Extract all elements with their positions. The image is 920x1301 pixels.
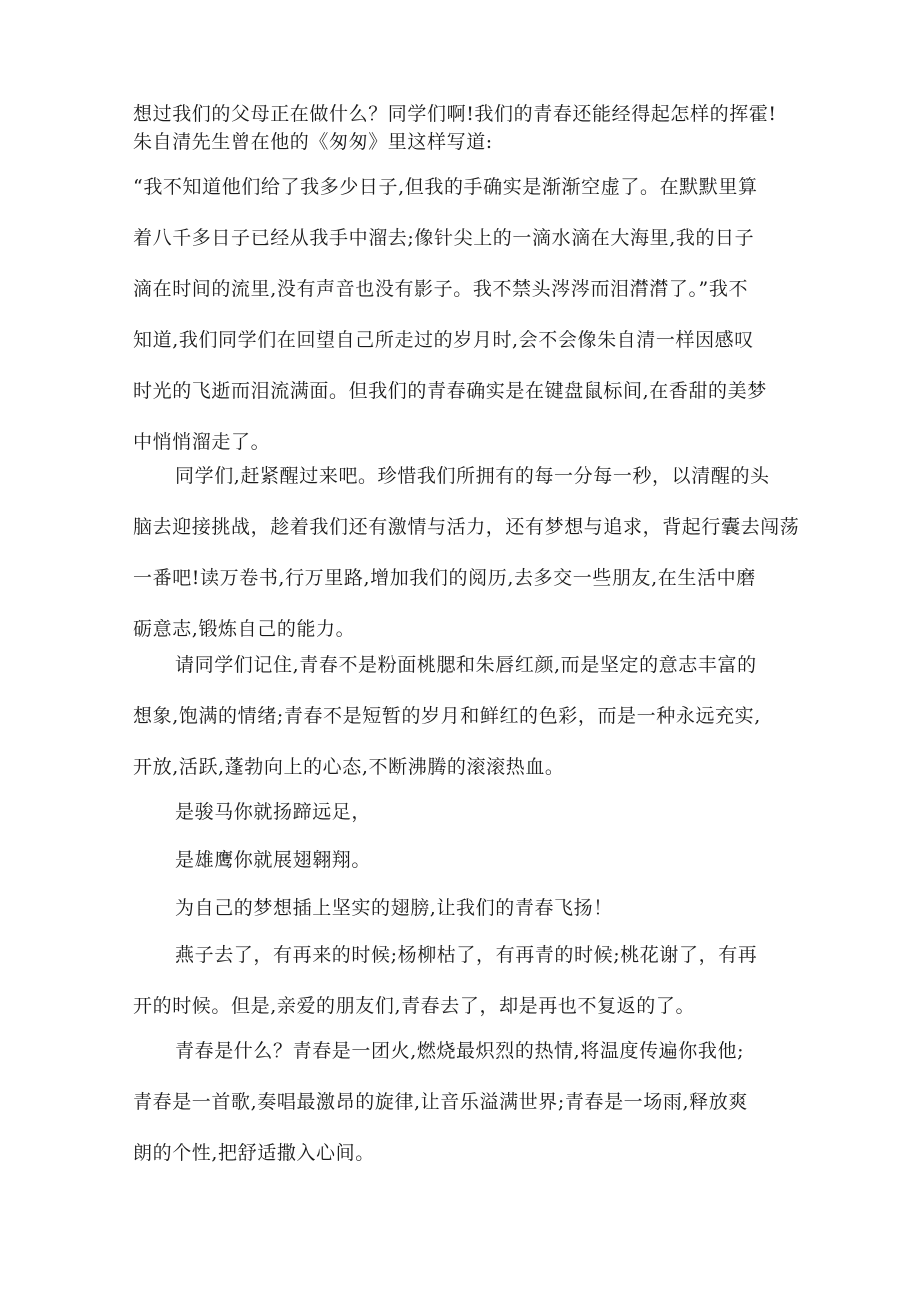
paragraph-line: 为自己的梦想插上坚实的翅膀,让我们的青春飞扬！ <box>175 897 613 919</box>
paragraph-7 <box>133 883 793 934</box>
paragraph-line: 砺意志,锻炼自己的能力。 <box>133 618 356 640</box>
paragraph-8 <box>133 930 793 1032</box>
paragraph-line: 中悄悄溜走了。 <box>133 431 271 453</box>
paragraph-line: 同学们,赶紧醒过来吧。珍惜我们所拥有的每一分每一秒，以清醒的头 <box>175 465 770 487</box>
paragraph-line: 是骏马你就扬蹄远足， <box>175 801 372 823</box>
paragraph-line: 滴在时间的流里,没有声音也没有影子。我不禁头涔涔而泪潸潸了。”我不 <box>133 278 749 300</box>
paragraph-line: 开的时候。但是,亲爱的朋友们,青春去了，却是再也不复返的了。 <box>133 995 696 1017</box>
paragraph-line: 青春是一首歌,奏唱最激昂的旋律,让音乐溢满世界;青春是一场雨,释放爽 <box>133 1091 748 1113</box>
paragraph-line: 时光的飞逝而泪流满面。但我们的青春确实是在键盘鼠标间,在香甜的美梦 <box>133 380 767 402</box>
paragraph-5 <box>133 787 793 838</box>
paragraph-line: 想象,饱满的情绪;青春不是短暂的岁月和鲜红的色彩，而是一种永远充实, <box>133 705 761 727</box>
paragraph-line: 朗的个性,把舒适撒入心间。 <box>133 1142 375 1164</box>
paragraph-line: 朱自清先生曾在他的《匆匆》里这样写道: <box>133 131 493 153</box>
paragraph-1 <box>133 100 793 156</box>
paragraph-line: 请同学们记住,青春不是粉面桃腮和朱唇红颜,而是坚定的意志丰富的 <box>175 654 757 676</box>
paragraph-line: 开放,活跃,蓬勃向上的心态,不断沸腾的滚滚热血。 <box>133 756 565 778</box>
paragraph-line: 想过我们的父母正在做什么？同学们啊!我们的青春还能经得起怎样的挥霍! <box>133 103 777 125</box>
paragraph-line: 青春是什么？青春是一团火,燃烧最炽烈的热情,将温度传遍你我他; <box>175 1040 745 1062</box>
paragraph-6 <box>133 835 793 886</box>
paragraph-9 <box>133 1026 793 1179</box>
paragraph-2 <box>133 162 793 468</box>
paragraph-line: 是雄鹰你就展翅翱翔。 <box>175 849 372 871</box>
paragraph-line: 知道,我们同学们在回望自己所走过的岁月时,会不会像朱自清一样因感叹 <box>133 329 754 351</box>
paragraph-4 <box>133 640 793 793</box>
paragraph-line: 一番吧!读万卷书,行万里路,增加我们的阅历,去多交一些朋友,在生活中磨 <box>133 567 756 589</box>
paragraph-line: 脑去迎接挑战，趁着我们还有激情与活力，还有梦想与追求，背起行囊去闯荡 <box>133 516 800 538</box>
paragraph-line: “我不知道他们给了我多少日子,但我的手确实是渐渐空虚了。在默默里算 <box>133 176 758 198</box>
paragraph-3 <box>133 451 800 655</box>
paragraph-line: 燕子去了，有再来的时候;杨柳枯了，有再青的时候;桃花谢了，有再 <box>175 944 758 966</box>
paragraph-line: 着八千多日子已经从我手中溜去;像针尖上的一滴水滴在大海里,我的日子 <box>133 227 755 249</box>
